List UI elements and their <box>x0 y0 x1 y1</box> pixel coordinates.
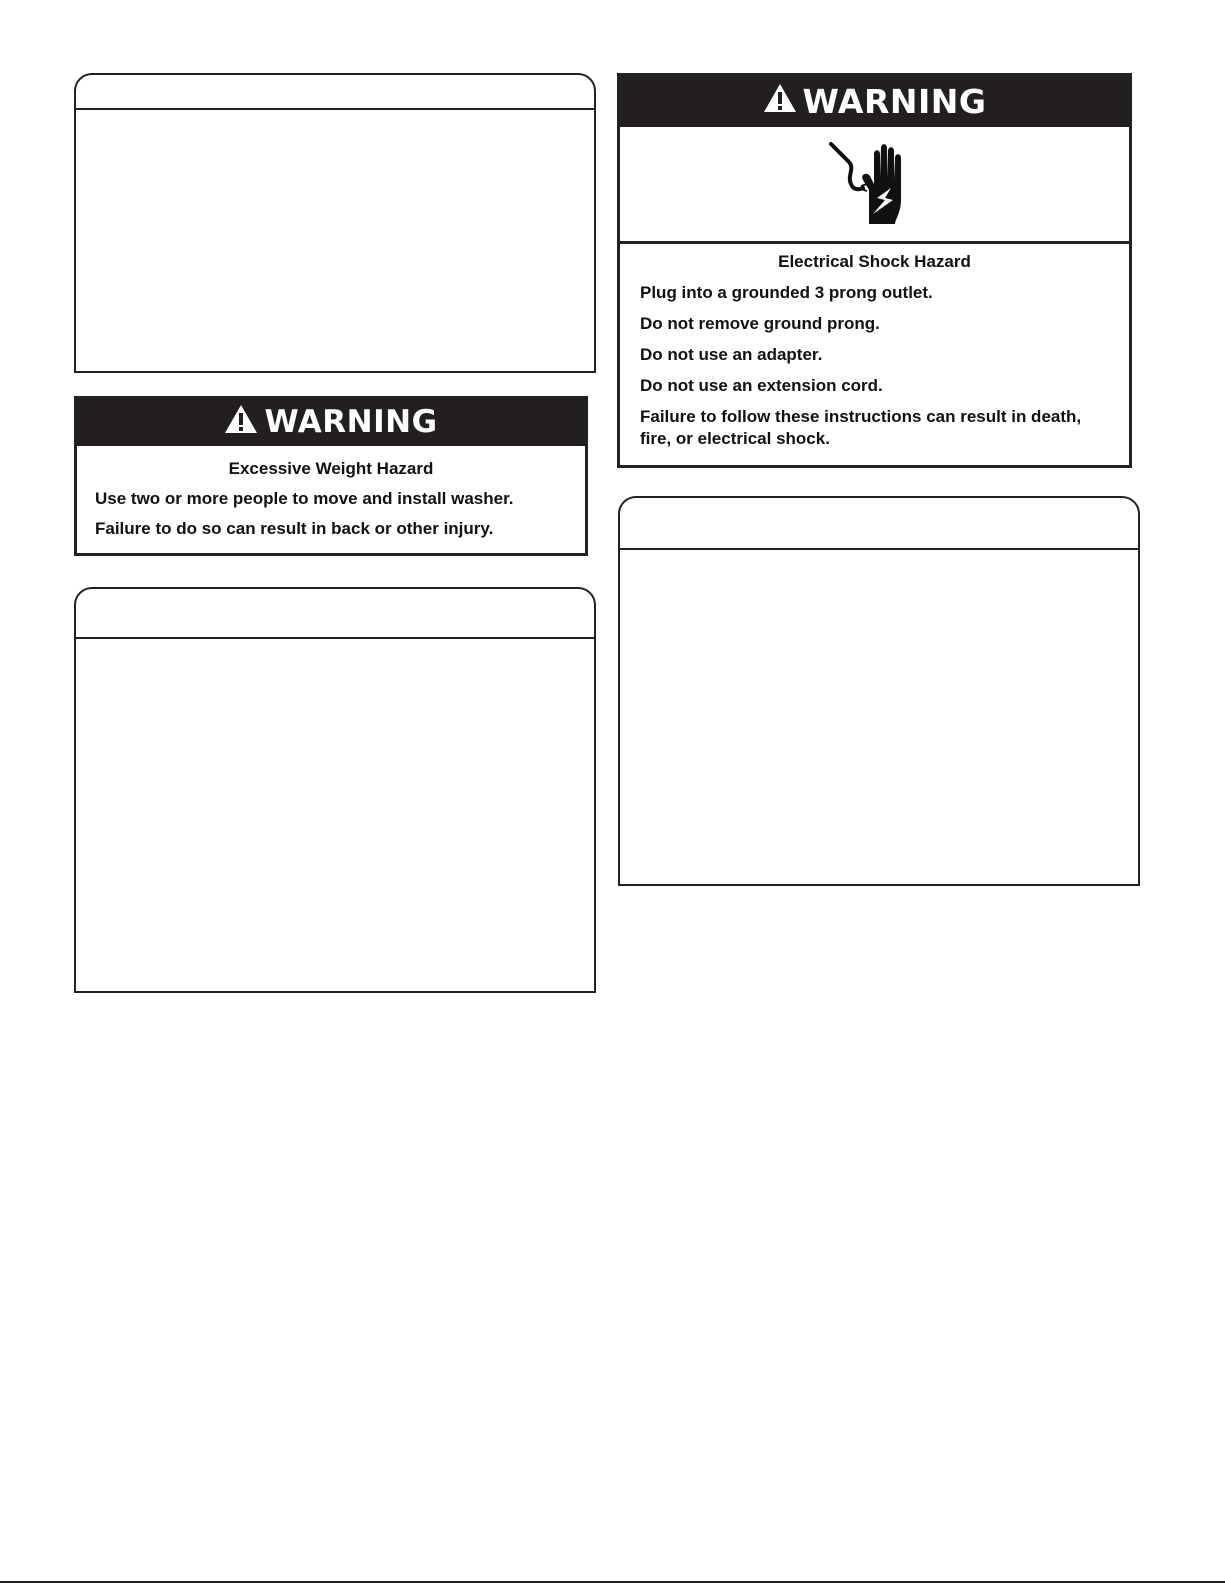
empty-section-box-2 <box>74 587 596 993</box>
empty-section-box-1 <box>74 73 596 373</box>
hazard-title: Electrical Shock Hazard <box>778 252 971 271</box>
page-bottom-rule <box>0 1581 1225 1583</box>
warning-line: Do not remove ground prong. <box>640 314 880 333</box>
warning-line: Do not use an adapter. <box>640 345 823 364</box>
warning-line: Failure to follow these instructions can result in death, <box>640 407 1082 426</box>
shock-warning-header <box>620 76 1129 127</box>
warning-heading: WARNING <box>264 404 438 440</box>
warning-triangle-icon <box>224 404 258 442</box>
electrical-shock-hand-icon <box>825 134 925 235</box>
shock-warning-box <box>617 73 1132 468</box>
warning-line: Use two or more people to move and install washer. <box>95 489 514 508</box>
warning-line: Failure to do so can result in back or other injury. <box>95 519 494 538</box>
weight-warning-header <box>77 399 585 446</box>
warning-line: Do not use an extension cord. <box>640 376 883 395</box>
hazard-title: Excessive Weight Hazard <box>228 459 434 478</box>
shock-icon-panel <box>620 127 1129 241</box>
empty-section-box-3 <box>618 496 1140 886</box>
warning-heading: WARNING <box>802 82 987 121</box>
weight-warning-box <box>74 396 588 556</box>
warning-line: Plug into a grounded 3 prong outlet. <box>640 283 933 302</box>
warning-triangle-icon <box>763 82 797 121</box>
warning-line: fire, or electrical shock. <box>640 429 830 448</box>
